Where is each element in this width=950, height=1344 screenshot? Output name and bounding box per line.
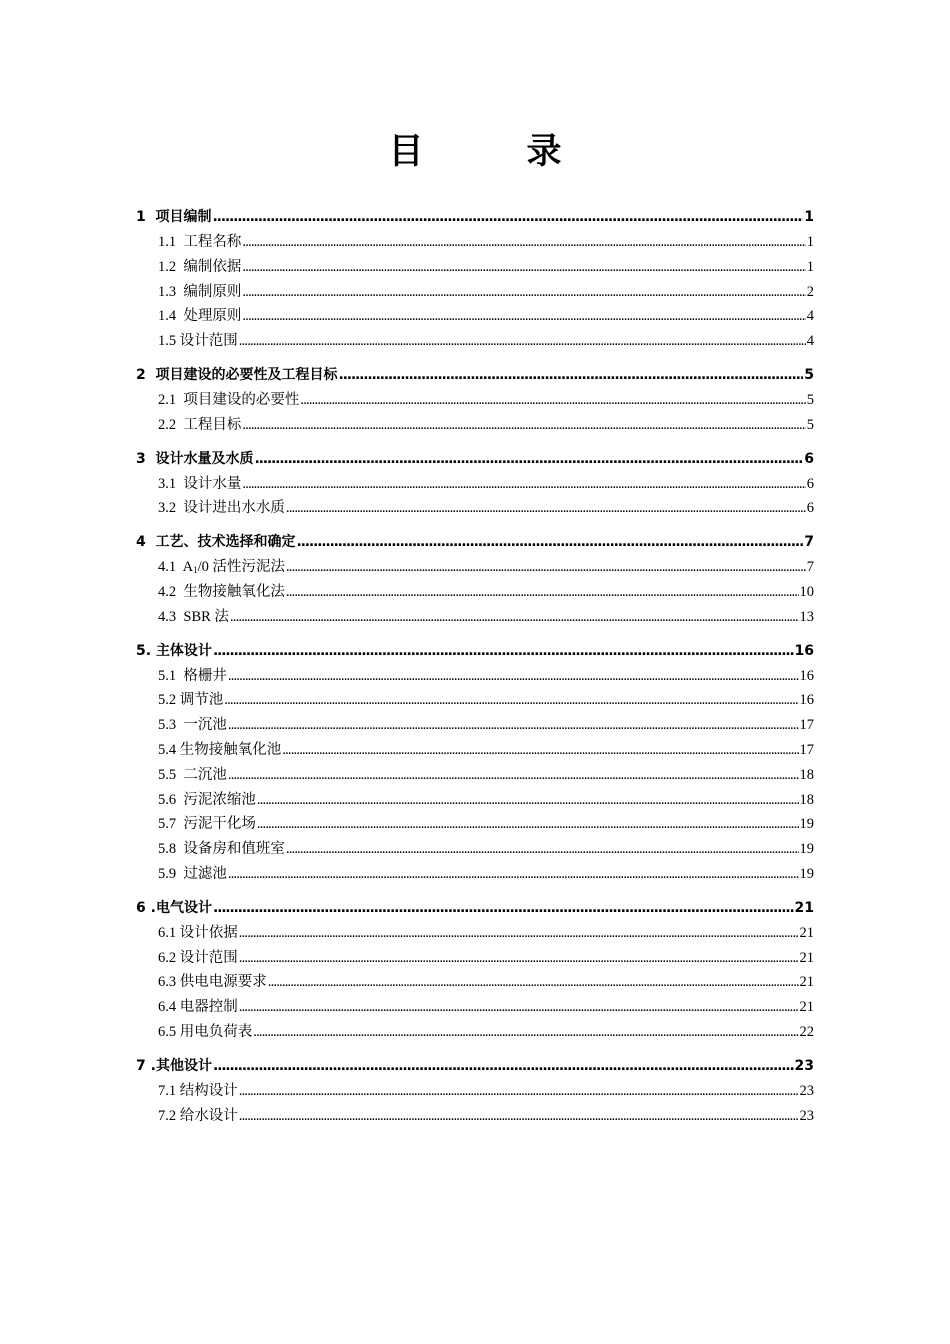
- toc-leader-dots: [282, 738, 798, 763]
- toc-leader-dots: [286, 837, 799, 862]
- toc-chapter-entry[interactable]: [136, 530, 814, 555]
- toc-section-entry[interactable]: [136, 496, 814, 521]
- toc-section-entry[interactable]: [136, 329, 814, 354]
- toc-chapter-entry[interactable]: [136, 1054, 814, 1079]
- toc-leader-dots: [257, 788, 799, 813]
- toc-section-entry[interactable]: [136, 688, 814, 713]
- toc-page-number: 5: [804, 366, 814, 383]
- toc-leader-dots: [228, 713, 799, 738]
- toc-entry-number: 5.6: [158, 791, 177, 808]
- toc-page-number: 1: [804, 209, 814, 225]
- toc-page-number: 1: [806, 258, 814, 275]
- toc-entry-text: 电器控制: [179, 999, 238, 1016]
- toc-page-number: 21: [799, 999, 814, 1016]
- toc-entry-text: SBR 法: [183, 608, 229, 625]
- toc-entry-text: 编制原则: [183, 283, 242, 300]
- toc-entry-text: 供电电源要求: [179, 974, 267, 991]
- page-title: 目 录: [388, 132, 596, 172]
- toc-entry-number: 5.: [136, 642, 152, 659]
- toc-leader-dots: [239, 1079, 799, 1104]
- toc-entry-number: 1.3: [158, 283, 177, 300]
- toc-entry-label: [158, 664, 227, 689]
- toc-entry-label: [136, 1054, 212, 1079]
- toc-entry-label: [158, 1020, 252, 1045]
- toc-entry-label: [158, 329, 238, 354]
- toc-page-number: 16: [794, 642, 814, 659]
- toc-page-number: 10: [799, 583, 814, 600]
- toc-entry-text: 结构设计: [179, 1082, 238, 1099]
- toc-section-entry[interactable]: [136, 812, 814, 837]
- toc-entry-label: [158, 280, 241, 305]
- toc-page-number: 21: [799, 924, 814, 941]
- toc-leader-dots: [239, 1104, 799, 1129]
- toc-entry-number: 1: [136, 209, 146, 225]
- toc-page-number: 22: [799, 1023, 814, 1040]
- toc-entry-number: 5.2: [158, 692, 177, 709]
- toc-entry-label: [158, 1104, 238, 1129]
- toc-section-entry[interactable]: [136, 1104, 814, 1129]
- toc-entry-label: [158, 788, 256, 813]
- toc-page-number: 16: [799, 692, 814, 709]
- toc-entry-number: 3: [136, 450, 146, 467]
- toc-page-number: 23: [799, 1082, 814, 1099]
- toc-leader-dots: [339, 363, 804, 388]
- toc-section-entry[interactable]: [136, 738, 814, 763]
- toc-section-entry[interactable]: [136, 413, 814, 438]
- toc-leader-dots: [230, 605, 799, 630]
- toc-entry-separator: .: [145, 899, 156, 916]
- toc-section-entry[interactable]: [136, 921, 814, 946]
- toc-entry-label: [158, 763, 227, 788]
- toc-entry-text: 设计依据: [179, 924, 238, 941]
- toc-entry-text: A: [182, 559, 194, 576]
- toc-entry-number: 4.3: [158, 608, 177, 625]
- toc-entry-text: 格栅井: [183, 667, 227, 684]
- toc-page-number: 6: [804, 450, 814, 467]
- toc-entry-separator: [146, 534, 156, 550]
- toc-leader-dots: [213, 896, 794, 921]
- toc-page-number: 23: [794, 1057, 814, 1074]
- toc-entry-label: [136, 205, 212, 230]
- toc-entry-text: 设计范围: [179, 949, 238, 966]
- toc-page-number: 19: [799, 841, 814, 858]
- toc-entry-text: 主体设计: [155, 642, 212, 659]
- toc-entry-separator: [146, 209, 156, 225]
- toc-entry-separator: [146, 367, 156, 383]
- toc-entry-label: [136, 639, 212, 664]
- toc-entry-label: [158, 580, 285, 605]
- toc-section-entry[interactable]: [136, 763, 814, 788]
- toc-page-number: 5: [806, 391, 814, 408]
- toc-leader-dots: [242, 255, 805, 280]
- toc-entry-subscript: 1: [193, 565, 198, 576]
- toc-leader-dots: [242, 413, 805, 438]
- toc-entry-label: [158, 921, 238, 946]
- toc-section-entry[interactable]: [136, 605, 814, 630]
- toc-leader-dots: [242, 472, 805, 497]
- toc-entry-number: 2.1: [158, 391, 177, 408]
- toc-page-number: 21: [794, 899, 814, 916]
- toc-leader-dots: [213, 639, 794, 664]
- toc-leader-dots: [300, 388, 805, 413]
- toc-entry-number: 7.1: [158, 1082, 177, 1099]
- toc-chapter-entry[interactable]: [136, 896, 814, 921]
- toc-entry-number: 2: [136, 366, 146, 383]
- toc-entry-label: [158, 970, 267, 995]
- toc-entry-label: [158, 413, 241, 438]
- toc-entry-text: 一沉池: [183, 717, 227, 734]
- toc-page-number: 18: [799, 791, 814, 808]
- toc-section-entry[interactable]: [136, 970, 814, 995]
- toc-leader-dots: [213, 205, 804, 230]
- toc-page-number: 17: [799, 741, 814, 758]
- toc-entry-label: [158, 230, 241, 255]
- toc-entry-text: 设计进出水水质: [183, 500, 285, 517]
- toc-section-entry[interactable]: [136, 713, 814, 738]
- toc-chapter-entry[interactable]: [136, 639, 814, 664]
- toc-entry-number: 5.9: [158, 865, 177, 882]
- toc-entry-text: 项目编制: [155, 209, 212, 225]
- toc-entry-label: [158, 837, 285, 862]
- toc-entry-text: 生物接触氧化法: [183, 583, 285, 600]
- toc-entry-label: [158, 946, 238, 971]
- toc-entry-number: 2.2: [158, 416, 177, 433]
- toc-page-number: 23: [799, 1107, 814, 1124]
- toc-entry-number: 7.2: [158, 1107, 177, 1124]
- toc-section-entry[interactable]: [136, 230, 814, 255]
- toc-page-number: 6: [806, 500, 814, 517]
- toc-section-entry[interactable]: [136, 304, 814, 329]
- toc-entry-label: [158, 713, 227, 738]
- toc-page-number: 16: [799, 667, 814, 684]
- toc-page-number: 4: [806, 308, 814, 325]
- toc-entry-text-continued: /0 活性污泥法: [197, 559, 285, 576]
- toc-entry-label: [158, 812, 256, 837]
- toc-entry-text: 电气设计: [155, 899, 212, 916]
- toc-entry-text: 项目建设的必要性及工程目标: [155, 366, 338, 383]
- toc-entry-number: 6.4: [158, 999, 177, 1016]
- toc-entry-number: 4.1: [158, 559, 177, 576]
- toc-section-entry[interactable]: [136, 472, 814, 497]
- toc-entry-number: 5.3: [158, 717, 177, 734]
- toc-page-number: 7: [804, 534, 814, 551]
- toc-entry-text: 设计水量: [183, 475, 242, 492]
- toc-entry-text: 工艺、技术选择和确定: [155, 534, 296, 551]
- toc-page-number: 7: [806, 559, 814, 576]
- toc-entry-number: 6: [136, 899, 146, 916]
- toc-entry-text: 用电负荷表: [179, 1023, 253, 1040]
- toc-entry-number: 5.8: [158, 841, 177, 858]
- toc-section-entry[interactable]: [136, 995, 814, 1020]
- toc-entry-label: [158, 555, 285, 583]
- toc-page-number: 13: [799, 608, 814, 625]
- toc-entry-number: 1.1: [158, 234, 177, 250]
- toc-entry-label: [158, 388, 299, 413]
- toc-page-number: 1: [806, 234, 814, 250]
- toc-leader-dots: [242, 304, 805, 329]
- toc-entry-number: 4.2: [158, 583, 177, 600]
- toc-page-number: 17: [799, 717, 814, 734]
- toc-section-entry[interactable]: [136, 664, 814, 689]
- toc-entry-label: [158, 496, 285, 521]
- toc-section-entry[interactable]: [136, 280, 814, 305]
- toc-leader-dots: [239, 921, 799, 946]
- toc-leader-dots: [286, 580, 799, 605]
- toc-entry-number: 6.1: [158, 924, 177, 941]
- toc-section-entry[interactable]: [136, 946, 814, 971]
- toc-leader-dots: [224, 688, 798, 713]
- toc-page-number: 21: [799, 949, 814, 966]
- table-of-contents: [136, 205, 814, 1128]
- toc-section-entry[interactable]: [136, 255, 814, 280]
- toc-entry-label: [158, 255, 241, 280]
- toc-leader-dots: [255, 447, 804, 472]
- toc-entry-number: 5.7: [158, 816, 177, 833]
- toc-leader-dots: [242, 280, 805, 305]
- toc-entry-text: 生物接触氧化池: [179, 741, 282, 758]
- toc-chapter-entry[interactable]: [136, 447, 814, 472]
- toc-page-number: 19: [799, 816, 814, 833]
- toc-entry-text: 编制依据: [183, 258, 242, 275]
- toc-entry-number: 5.5: [158, 766, 177, 783]
- toc-section-entry[interactable]: [136, 555, 814, 580]
- toc-leader-dots: [242, 230, 805, 255]
- toc-section-entry[interactable]: [136, 1079, 814, 1104]
- toc-leader-dots: [268, 970, 799, 995]
- toc-entry-label: [158, 1079, 238, 1104]
- toc-section-entry[interactable]: [136, 837, 814, 862]
- toc-section-entry[interactable]: [136, 862, 814, 887]
- toc-chapter-entry[interactable]: [136, 205, 814, 230]
- toc-entry-text: 给水设计: [179, 1107, 238, 1124]
- toc-page-number: 5: [806, 416, 814, 433]
- toc-entry-label: [136, 363, 338, 388]
- toc-section-entry[interactable]: [136, 1020, 814, 1045]
- toc-entry-number: 1.2: [158, 258, 177, 275]
- toc-entry-label: [158, 688, 223, 713]
- toc-page-number: 4: [806, 333, 814, 350]
- toc-entry-label: [158, 304, 241, 329]
- toc-entry-text: 处理原则: [183, 308, 242, 325]
- toc-entry-text: 污泥浓缩池: [183, 791, 256, 808]
- toc-leader-dots: [228, 862, 799, 887]
- toc-entry-number: 5.4: [158, 741, 177, 758]
- toc-entry-text: 工程目标: [183, 416, 242, 433]
- toc-entry-text: 设计水量及水质: [155, 450, 254, 467]
- toc-entry-label: [158, 995, 238, 1020]
- toc-entry-separator: [146, 451, 156, 467]
- toc-entry-number: 5.1: [158, 667, 177, 684]
- toc-leader-dots: [228, 763, 799, 788]
- toc-entry-text: 调节池: [179, 692, 224, 709]
- toc-entry-label: [136, 530, 296, 555]
- toc-leader-dots: [257, 812, 799, 837]
- toc-section-entry[interactable]: [136, 580, 814, 605]
- toc-entry-number: 6.2: [158, 949, 177, 966]
- toc-entry-number: 7: [136, 1057, 146, 1074]
- toc-entry-number: 4: [136, 534, 146, 551]
- toc-entry-text: 设备房和值班室: [183, 841, 285, 858]
- toc-entry-text: 过滤池: [183, 865, 227, 882]
- toc-chapter-entry[interactable]: [136, 363, 814, 388]
- toc-leader-dots: [286, 496, 806, 521]
- toc-section-entry[interactable]: [136, 388, 814, 413]
- toc-entry-number: 6.3: [158, 974, 177, 991]
- toc-leader-dots: [228, 664, 799, 689]
- toc-entry-text: 其他设计: [155, 1057, 212, 1074]
- toc-leader-dots: [239, 946, 799, 971]
- toc-entry-text: 项目建设的必要性: [183, 391, 300, 408]
- toc-leader-dots: [297, 530, 804, 555]
- toc-entry-number: 1.5: [158, 333, 177, 350]
- toc-leader-dots: [239, 329, 806, 354]
- toc-page-number: 18: [799, 766, 814, 783]
- toc-section-entry[interactable]: [136, 788, 814, 813]
- toc-entry-number: 6.5: [158, 1023, 177, 1040]
- toc-entry-label: [158, 738, 281, 763]
- toc-entry-text: 工程名称: [183, 234, 242, 250]
- toc-page-number: 19: [799, 865, 814, 882]
- toc-page-number: 2: [806, 283, 814, 300]
- toc-entry-text: 设计范围: [179, 333, 238, 350]
- toc-entry-label: [158, 862, 227, 887]
- toc-leader-dots: [286, 555, 806, 580]
- toc-entry-number: 3.1: [158, 475, 177, 492]
- toc-entry-separator: .: [145, 1057, 156, 1074]
- toc-entry-number: 1.4: [158, 308, 177, 325]
- toc-leader-dots: [253, 1020, 798, 1045]
- toc-entry-text: 二沉池: [183, 766, 227, 783]
- toc-page-number: 21: [799, 974, 814, 991]
- toc-leader-dots: [213, 1054, 794, 1079]
- toc-entry-label: [158, 472, 241, 497]
- toc-entry-label: [136, 447, 254, 472]
- toc-entry-text: 污泥干化场: [183, 816, 256, 833]
- toc-page-number: 6: [806, 475, 814, 492]
- toc-entry-number: 3.2: [158, 500, 177, 517]
- toc-entry-label: [136, 896, 212, 921]
- toc-leader-dots: [239, 995, 799, 1020]
- toc-entry-label: [158, 605, 229, 630]
